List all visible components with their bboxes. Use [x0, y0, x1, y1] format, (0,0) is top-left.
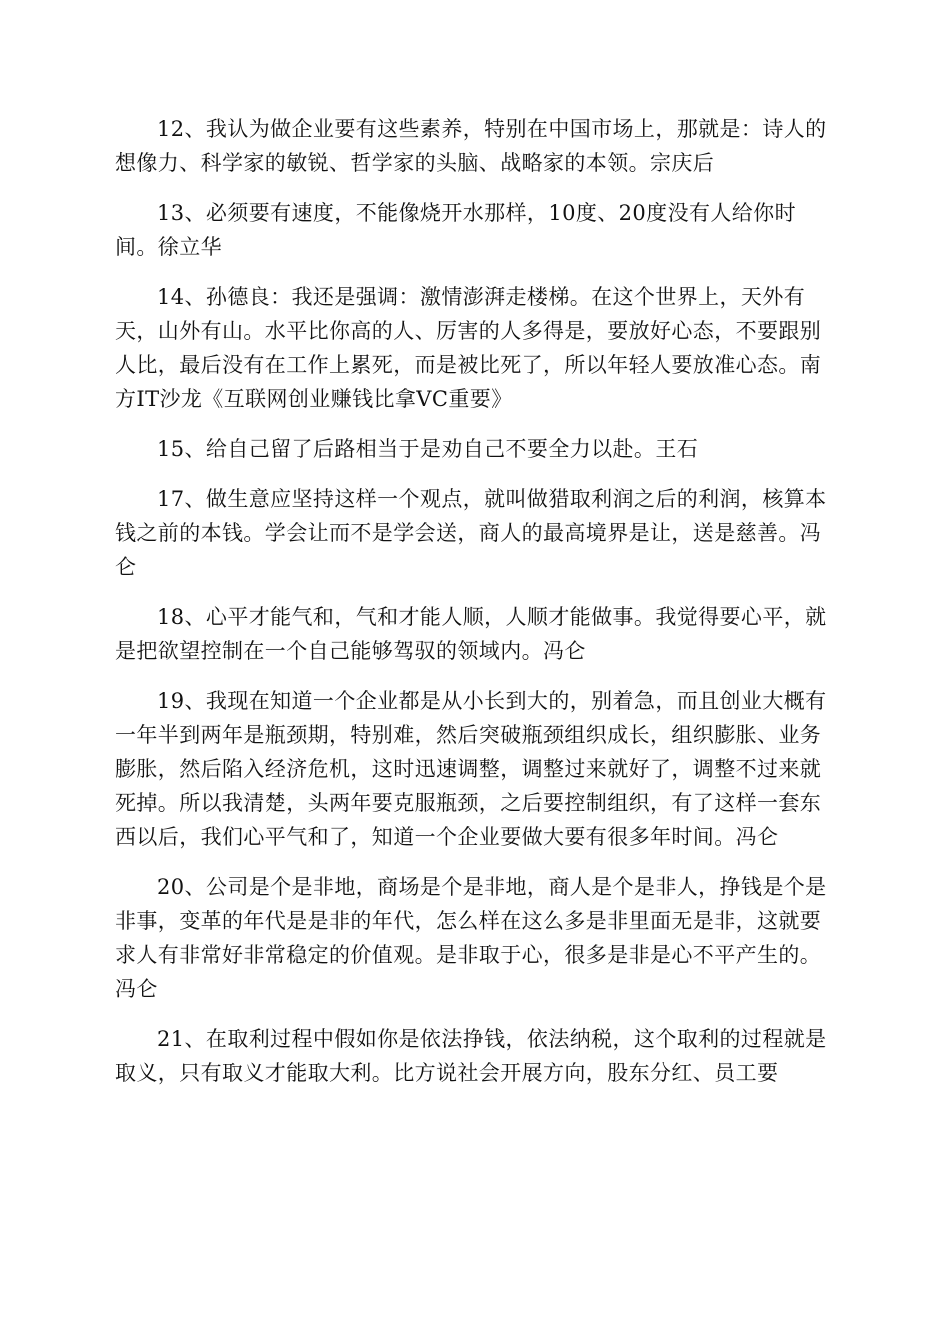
- paragraph-17: 17、做生意应坚持这样一个观点，就叫做猎取利润之后的利润，核算本钱之前的本钱。学会让而不是学会送，商人的最高境界是让，送是慈善。冯仑: [115, 487, 827, 579]
- paragraph-20: 20、公司是个是非地，商场是个是非地，商人是个是非人，挣钱是个是非事，变革的年代是是非的年代，怎么样在这么多是非里面无是非，这就要求人有非常好非常稳定的价值观。是非取于心，很多是非是心不平产生的。冯仑: [115, 875, 827, 1001]
- paragraph-19: 19、我现在知道一个企业都是从小长到大的，别着急，而且创业大概有一年半到两年是瓶颈期，特别难，然后突破瓶颈组织成长，组织膨胀、业务膨胀，然后陷入经济危机，这时迅速调整，调整过来就好了，调整不过来就死掉。所以我清楚，头两年要克服瓶颈，之后要控制组织，有了这样一套东西以后，我们心平气和了，知道一个企业要做大要有很多年时间。冯仑: [115, 689, 827, 849]
- paragraph-14: 14、孙德良：我还是强调：激情澎湃走楼梯。在这个世界上，天外有天，山外有山。水平比你高的人、厉害的人多得是，要放好心态，不要跟别人比，最后没有在工作上累死，而是被比死了，所以年轻人要放准心态。南方IT沙龙《互联网创业赚钱比拿VC重要》: [115, 285, 822, 411]
- paragraph-13: 13、必须要有速度，不能像烧开水那样，10度、20度没有人给你时间。徐立华: [115, 201, 796, 259]
- document-body: [115, 112, 837, 1106]
- paragraph-15: 15、给自己留了后路相当于是劝自己不要全力以赴。王石: [157, 437, 699, 461]
- paragraph-18: 18、心平才能气和，气和才能人顺，人顺才能做事。我觉得要心平，就是把欲望控制在一个自己能够驾驭的领域内。冯仑: [115, 605, 827, 663]
- paragraph-21: 21、在取利过程中假如你是依法挣钱，依法纳税，这个取利的过程就是取义，只有取义才能取大利。比方说社会开展方向，股东分红、员工要: [115, 1027, 827, 1085]
- paragraph-12: 12、我认为做企业要有这些素养，特别在中国市场上，那就是：诗人的想像力、科学家的敏锐、哲学家的头脑、战略家的本领。宗庆后: [115, 117, 827, 175]
